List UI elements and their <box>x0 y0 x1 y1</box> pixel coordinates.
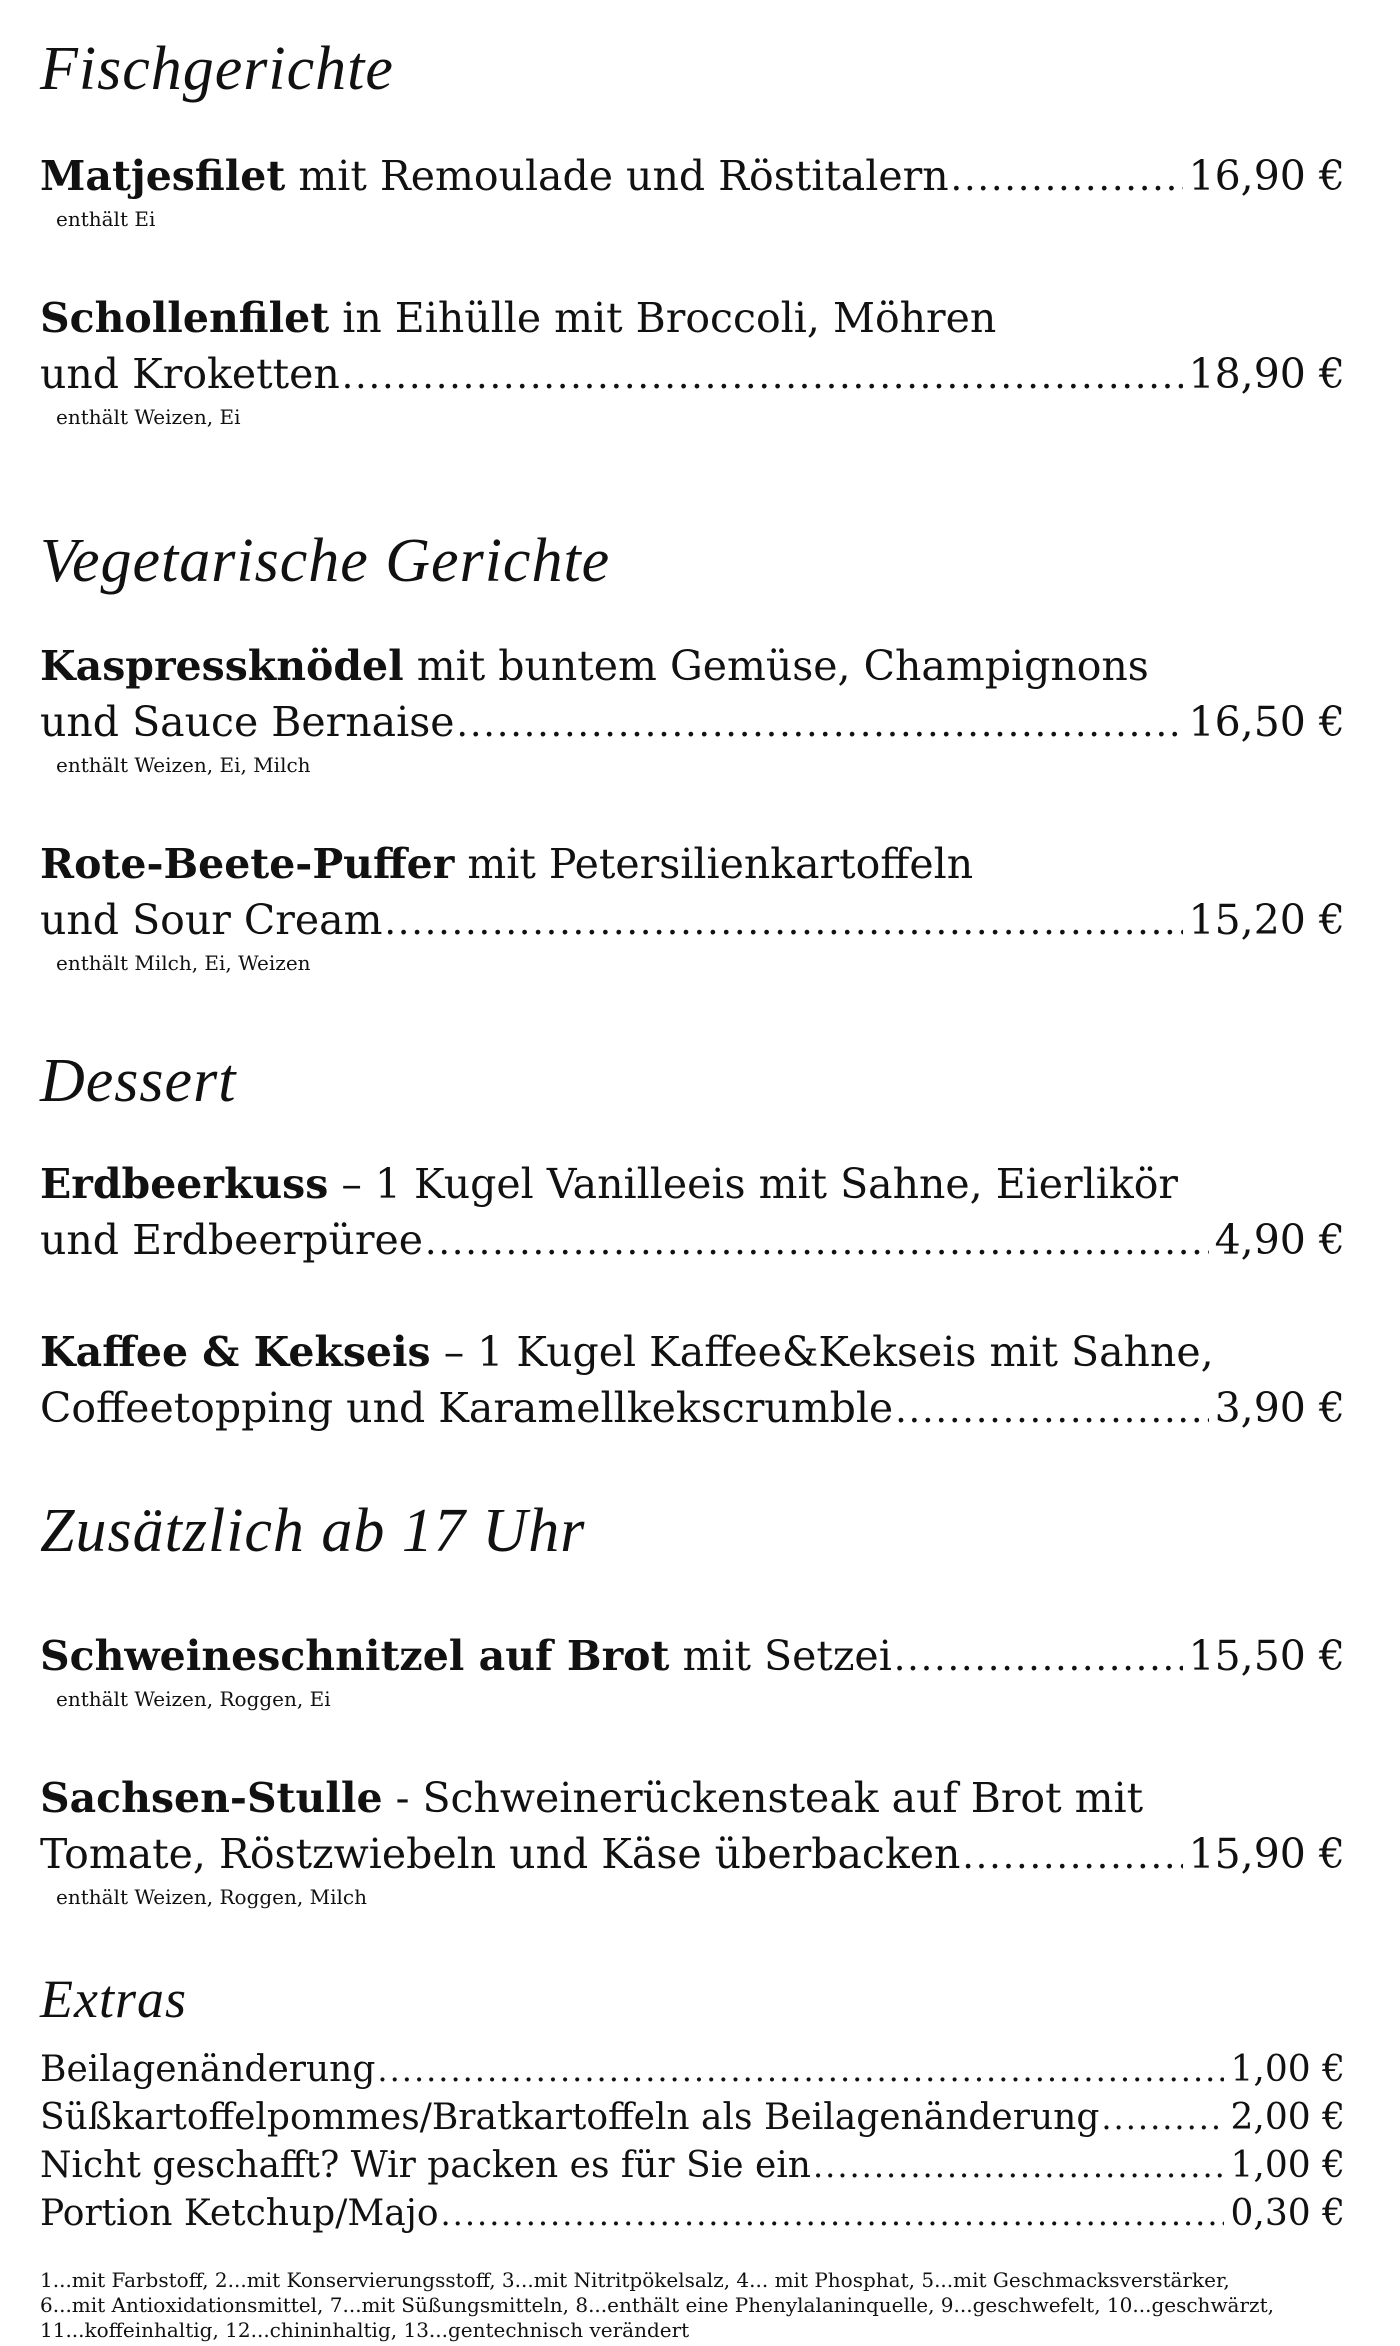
menu-item-schollenfilet <box>40 290 1345 429</box>
leader-dots <box>895 1383 1208 1439</box>
section-title-extras: Extras <box>40 1969 187 2029</box>
item-desc: – 1 Kugel Kaffee&Kekseis mit Sahne, <box>430 1328 1214 1376</box>
leader-dots <box>894 1631 1183 1687</box>
item-allergens: enthält Milch, Ei, Weizen <box>56 951 311 975</box>
item-name: Sachsen-Stulle <box>40 1774 383 1822</box>
extras-item <box>40 2094 1345 2142</box>
leader-dots <box>1101 2094 1224 2142</box>
item-name: Kaffee & Kekseis <box>40 1328 431 1376</box>
leader-dots <box>962 1829 1182 1885</box>
item-desc: mit buntem Gemüse, Champignons <box>403 642 1149 690</box>
item-desc-2: und Sauce Bernaise <box>40 698 455 746</box>
extras-price: 1,00 € <box>1230 2145 1345 2186</box>
item-allergens: enthält Weizen, Ei <box>56 405 241 429</box>
leader-dots <box>951 151 1183 207</box>
extras-label: Nicht geschafft? Wir packen es für Sie ein <box>40 2145 811 2186</box>
allergen-footnotes <box>40 2268 1360 2343</box>
item-desc: mit Petersilienkartoffeln <box>454 840 974 888</box>
extras-item <box>40 2046 1345 2094</box>
menu-item-kaspressknoedel <box>40 638 1345 777</box>
leader-dots <box>425 1215 1209 1271</box>
extras-list <box>40 2046 1345 2238</box>
section-title-vegetarisch: Vegetarische Gerichte <box>40 527 611 595</box>
extras-price: 0,30 € <box>1230 2193 1345 2234</box>
item-desc-2: und Kroketten <box>40 350 340 398</box>
item-desc-2: und Erdbeerpüree <box>40 1216 424 1264</box>
menu-item-sachsen-stulle <box>40 1770 1345 1909</box>
item-price: 3,90 € <box>1214 1384 1345 1432</box>
section-title-dessert: Dessert <box>40 1047 237 1115</box>
leader-dots <box>377 2046 1224 2094</box>
item-desc-2: Coffeetopping und Karamellkekscrumble <box>40 1384 894 1432</box>
extras-price: 2,00 € <box>1230 2097 1345 2138</box>
leader-dots <box>457 697 1183 753</box>
item-price: 16,90 € <box>1188 152 1345 200</box>
item-price: 15,50 € <box>1188 1632 1345 1680</box>
menu-item-kaffee-kekseis <box>40 1324 1345 1439</box>
item-desc: in Eihülle mit Broccoli, Möhren <box>329 294 997 342</box>
item-desc: mit Remoulade und Röstitalern <box>285 152 949 200</box>
item-desc-2: und Sour Cream <box>40 896 383 944</box>
extras-label: Süßkartoffelpommes/Bratkartoffeln als Beilagenänderung <box>40 2097 1100 2138</box>
menu-item-rote-beete-puffer <box>40 836 1345 975</box>
extras-item <box>40 2190 1345 2238</box>
footnote-line: 1...mit Farbstoff, 2...mit Konservierungsstoff, 3...mit Nitritpökelsalz, 4... mit Phosphat, 5...mit Geschmacksverstärker, <box>40 2268 1230 2292</box>
menu-item-schweineschnitzel <box>40 1628 1345 1711</box>
item-price: 16,50 € <box>1188 698 1345 746</box>
section-title-abend: Zusätzlich ab 17 Uhr <box>40 1497 586 1565</box>
item-name: Matjesfilet <box>40 152 286 200</box>
item-desc: mit Setzei <box>669 1632 892 1680</box>
item-allergens: enthält Ei <box>56 207 156 231</box>
item-name: Kaspressknödel <box>40 642 404 690</box>
menu-item-matjesfilet <box>40 148 1345 231</box>
leader-dots <box>384 895 1182 951</box>
item-allergens: enthält Weizen, Ei, Milch <box>56 753 311 777</box>
item-price: 18,90 € <box>1188 350 1345 398</box>
item-name: Rote-Beete-Puffer <box>40 840 455 888</box>
footnote-line: 6...mit Antioxidationsmittel, 7...mit Süßungsmitteln, 8...enthält eine Phenylalaninquelle, 9...geschwefelt, 10...geschwärzt, <box>40 2293 1274 2317</box>
item-price: 15,90 € <box>1188 1830 1345 1878</box>
menu-item-erdbeerkuss <box>40 1156 1345 1271</box>
item-desc: – 1 Kugel Vanilleeis mit Sahne, Eierlikör <box>328 1160 1178 1208</box>
leader-dots <box>813 2142 1225 2190</box>
section-title-fisch: Fischgerichte <box>40 35 394 103</box>
footnote-line: 11...koffeinhaltig, 12...chininhaltig, 13...gentechnisch verändert <box>40 2318 690 2342</box>
item-name: Schweineschnitzel auf Brot <box>40 1632 670 1680</box>
leader-dots <box>441 2190 1225 2238</box>
item-allergens: enthält Weizen, Roggen, Ei <box>56 1687 331 1711</box>
extras-item <box>40 2142 1345 2190</box>
item-name: Erdbeerkuss <box>40 1160 329 1208</box>
item-price: 15,20 € <box>1188 896 1345 944</box>
item-price: 4,90 € <box>1214 1216 1345 1264</box>
extras-label: Portion Ketchup/Majo <box>40 2193 439 2234</box>
leader-dots <box>342 349 1183 405</box>
item-desc: - Schweinerückensteak auf Brot mit <box>382 1774 1144 1822</box>
extras-label: Beilagenänderung <box>40 2049 376 2090</box>
extras-price: 1,00 € <box>1230 2049 1345 2090</box>
item-desc-2: Tomate, Röstzwiebeln und Käse überbacken <box>40 1830 961 1878</box>
item-name: Schollenfilet <box>40 294 330 342</box>
item-allergens: enthält Weizen, Roggen, Milch <box>56 1885 367 1909</box>
